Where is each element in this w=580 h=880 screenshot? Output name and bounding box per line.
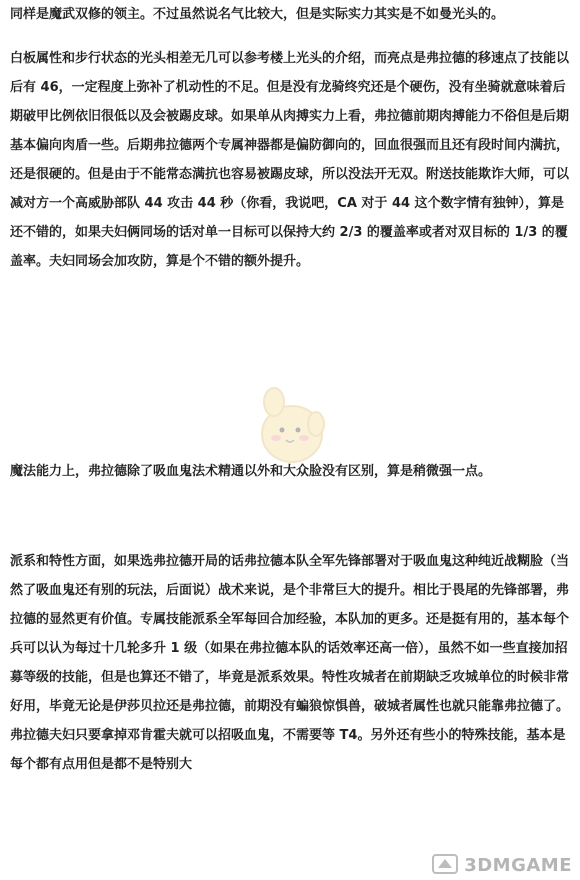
site-watermark: 3DMGAME — [464, 855, 572, 876]
paragraph-attributes: 白板属性和步行状态的光头相差无几可以参考楼上光头的介绍，而亮点是弗拉德的移速点了技能以后有 46，一定程度上弥补了机动性的不足。但是没有龙骑终究还是个硬伤，没有坐骑就意味着后期破甲比例依旧很低以及会被踢皮球。如果单从肉搏实力上看，弗拉德前期肉搏能力不俗但是后期基本偏向肉盾一些。后期弗拉德两个专属神器都是偏防御向的，回血很强而且还有段时间内满抗，还是很硬的。但是由于不能常态满抗也容易被踢皮球，所以没法开无双。附送技能欺诈大师，可以减对方一个高威胁部队 44 攻击 44 秒（你看，我说吧，CA 对于 44 这个数字情有独钟），算是还不错的，如果夫妇俩同场的话对单一目标可以保持大约 2/3 的覆盖率或者对双目标的 1/3 的覆盖率。夫妇同场会加攻防，算是个不错的额外提升。 — [10, 51, 570, 269]
paragraph-faction: 派系和特性方面，如果选弗拉德开局的话弗拉德本队全军先锋部署对于吸血鬼这种纯近战糊脸（当然了吸血鬼还有别的玩法，后面说）战术来说，是个非常巨大的提升。相比于畏尾的先锋部署，弗拉德的显然更有价值。专属技能派系全军每回合加经验，本队加的更多。还是挺有用的，基本每个兵可以认为每过十几轮多升 1 级（如果在弗拉德本队的话效率还高一倍），虽然不如一些直接加招募等级的技能，但是也算还不错了，毕竟是派系效果。特性攻城者在前期缺乏攻城单位的时候非常好用，毕竟无论是伊莎贝拉还是弗拉德，前期没有蝙狼惊惧兽，破城者属性也就只能靠弗拉德了。弗拉德夫妇只要拿掉邓肯霍夫就可以招吸血鬼，不需要等 T4。另外还有些小的特殊技能，基本是每个都有点用但是都不是特别大 — [10, 554, 570, 772]
watermark-logo-icon — [432, 854, 458, 874]
paragraph-magic: 魔法能力上，弗拉德除了吸血鬼法术精通以外和大众脸没有区别，算是稍微强一点。 — [10, 464, 492, 479]
paragraph-intro: 同样是魔武双修的领主。不过虽然说名气比较大，但是实际实力其实是不如曼光头的。 — [10, 7, 505, 22]
